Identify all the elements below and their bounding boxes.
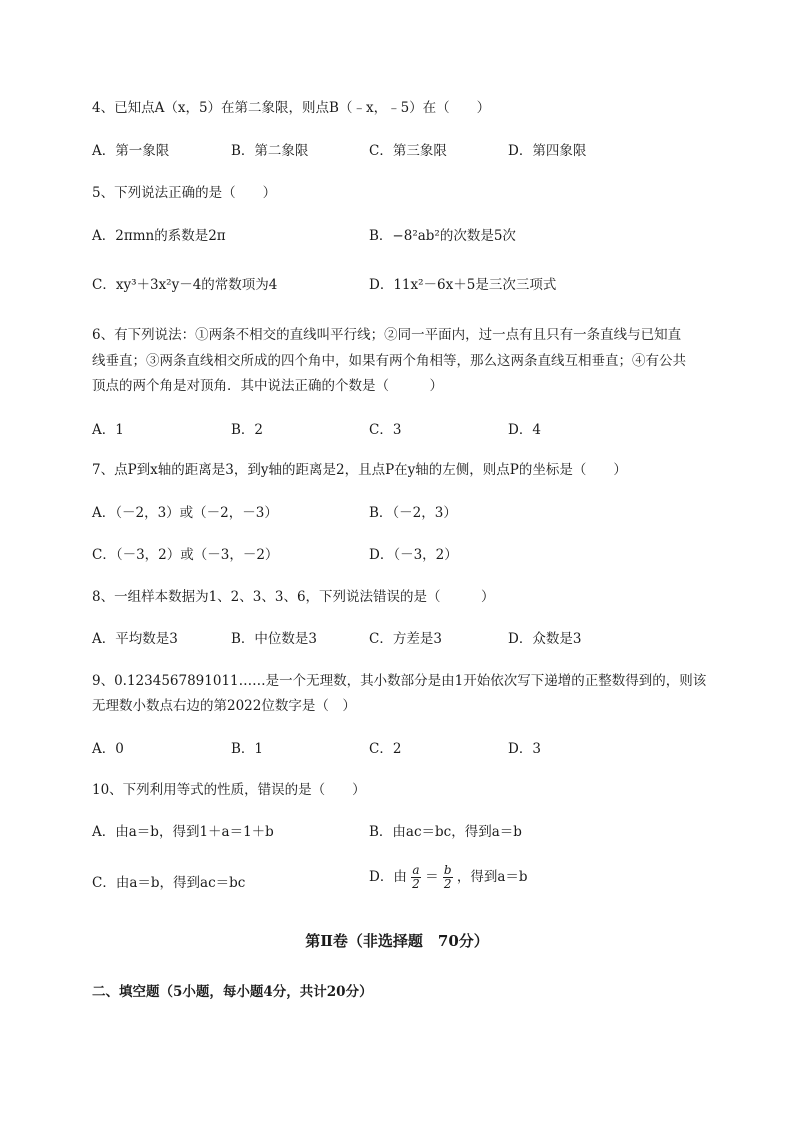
q10-option-c: C．由a＝b，得到ac＝bc xyxy=(92,875,246,891)
q10-option-a: A．由a＝b，得到1＋a＝1＋b xyxy=(92,824,274,840)
fraction-denominator: 2 xyxy=(443,877,452,891)
question-4-stem: 4、已知点A（x，5）在第二象限，则点B（﹣x，﹣5）在（ ） xyxy=(92,100,491,116)
q10-option-b: B．由ac＝bc，得到a＝b xyxy=(369,824,522,840)
question-9-stem-line-1: 9、0.1234567891011……是一个无理数，其小数部分是由1开始依次写下递增的正整数得到的，则该 xyxy=(92,673,707,689)
q6-option-c: C．3 xyxy=(369,422,402,438)
q9-option-d: D．3 xyxy=(508,741,541,757)
q10-option-d-tail: ，得到a＝b xyxy=(456,869,528,885)
q5-option-c: C．xy³＋3x²y－4的常数项为4 xyxy=(92,277,278,293)
fraction-numerator: a xyxy=(412,863,420,877)
q4-option-b: B．第二象限 xyxy=(231,143,309,159)
q7-option-c: C．（－3，2）或（－3，－2） xyxy=(92,547,279,563)
q4-option-a: A．第一象限 xyxy=(92,143,170,159)
question-6-stem-line-1: 6、有下列说法：①两条不相交的直线叫平行线；②同一平面内，过一点有且只有一条直线与已知直 xyxy=(92,327,682,343)
q9-option-b: B．1 xyxy=(231,741,264,757)
q8-option-a: A．平均数是3 xyxy=(92,631,178,647)
question-9-stem-line-2: 无理数小数点右边的第2022位数字是（ ） xyxy=(92,698,356,714)
question-8-stem: 8、一组样本数据为1、2、3、3、6，下列说法错误的是（ ） xyxy=(92,589,495,605)
q5-option-b: B．−8²ab²的次数是5次 xyxy=(369,228,516,244)
q7-option-d: D．（－3，2） xyxy=(369,547,458,563)
q8-option-d: D．众数是3 xyxy=(508,631,582,647)
fraction-b-over-2 xyxy=(443,864,453,891)
q10-option-d xyxy=(369,864,528,891)
question-10-stem: 10、下列利用等式的性质，错误的是（ ） xyxy=(92,782,366,798)
q9-option-a: A．0 xyxy=(92,741,124,757)
fill-in-blank-heading: 二、填空题（5小题，每小题4分，共计20分） xyxy=(92,984,373,1000)
question-5-stem: 5、下列说法正确的是（ ） xyxy=(92,185,277,201)
q7-option-b: B．（－2，3） xyxy=(369,505,457,521)
q6-option-b: B．2 xyxy=(231,422,264,438)
q7-option-a: A．（－2，3）或（－2，－3） xyxy=(92,505,278,521)
fraction-denominator: 2 xyxy=(412,877,420,891)
section-ii-title: 第Ⅱ卷（非选择题 70分） xyxy=(305,932,489,950)
equals-sign: ＝ xyxy=(425,869,439,885)
fraction-numerator: b xyxy=(443,863,452,877)
question-6-stem-line-2: 线垂直；③两条直线相交所成的四个角中，如果有两个角相等，那么这两条直线互相垂直；④有公共 xyxy=(92,353,686,369)
q8-option-c: C．方差是3 xyxy=(369,631,442,647)
q5-option-a: A．2πmn的系数是2π xyxy=(92,228,226,244)
fraction-a-over-2 xyxy=(411,864,421,891)
q8-option-b: B．中位数是3 xyxy=(231,631,318,647)
question-6-stem-line-3: 顶点的两个角是对顶角．其中说法正确的个数是（ ） xyxy=(92,378,443,394)
q9-option-c: C．2 xyxy=(369,741,402,757)
question-7-stem: 7、点P到x轴的距离是3，到y轴的距离是2，且点P在y轴的左侧，则点P的坐标是（ ） xyxy=(92,462,627,478)
q4-option-c: C．第三象限 xyxy=(369,143,447,159)
q10-option-d-label: D．由 xyxy=(369,869,407,885)
q6-option-d: D．4 xyxy=(508,422,541,438)
q5-option-d: D．11x²－6x＋5是三次三项式 xyxy=(369,277,557,293)
q4-option-d: D．第四象限 xyxy=(508,143,587,159)
q6-option-a: A．1 xyxy=(92,422,124,438)
